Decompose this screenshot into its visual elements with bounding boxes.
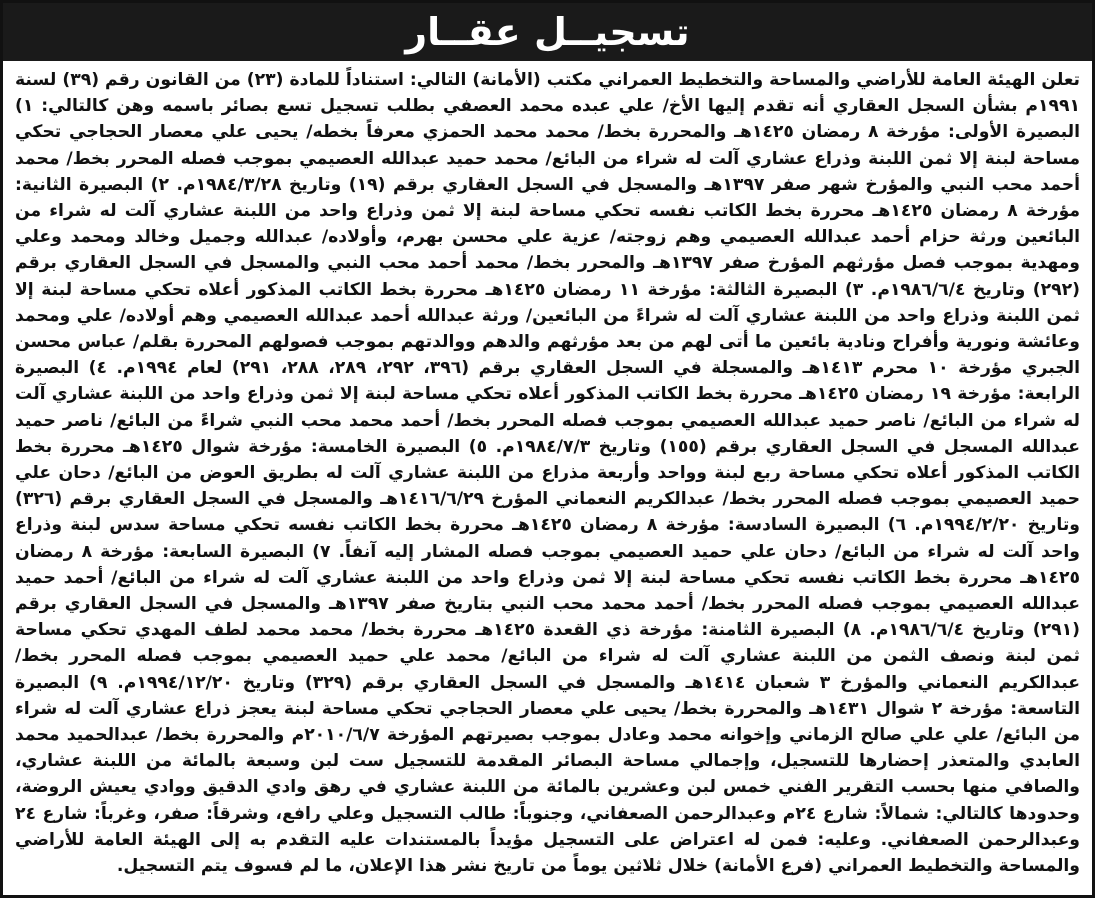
- title-bar: [3, 3, 1092, 61]
- notice-body: تعلن الهيئة العامة للأراضي والمساحة والتخطيط العمراني مكتب (الأمانة) التالي: استناداً للمادة (٢٣) من القانون رقم (٣٩) لسنة ١٩٩١م بشأن السجل العقاري أنه تقدم إليها الأخ/ علي عبده محمد العصفي بطلب تسجيل تسع بصائر باسمه وهن كالتالي: ١) البصيرة الأولى: مؤرخة ٨ رمضان ١٤٢٥هـ والمحررة بخط/ محمد محمد الحمزي معرفاً بخطه/ يحيى علي معصار الحجاجي تحكي مساحة لبنة إلا ثمن اللبنة وذراع عشاري آلت له شراء من البائع/ محمد حميد عبدالله العصيمي بموجب فصله المحرر بخط/ محمد أحمد محب النبي والمؤرخ شهر صفر ١٣٩٧هـ والمسجل في السجل العقاري برقم (١٩) وتاريخ ١٩٨٤/٣/٢٨م. ٢) البصيرة الثانية: مؤرخة ٨ رمضان ١٤٢٥هـ محررة بخط الكاتب نفسه تحكي مساحة لبنة إلا ثمن وذراع واحد من اللبنة عشاري آلت له شراء من البائعين ورثة حزام أحمد عبدالله العصيمي وهم زوجته/ عزية علي محسن بهرم، وأولاده/ عبدالله وجميل وخالد ومحمد وعلي ومهدية بموجب فصل مؤرثهم المؤرخ صفر ١٣٩٧هـ والمحرر بخط/ محمد أحمد محب النبي والمسجل في السجل العقاري برقم (٢٩٢) وتاريخ ١٩٨٦/٦/٤م. ٣) البصيرة الثالثة: مؤرخة ١١ رمضان ١٤٢٥هـ محررة بخط الكاتب المذكور أعلاه تحكي مساحة لبنة إلا ثمن اللبنة وذراع واحد من اللبنة عشاري آلت له شراءً من البائعين/ ورثة عبدالله أحمد عبدالله العصيمي وهم أولاده/ علي ومحمد وعائشة ونورية وأفراح ونادية بائعين ما أتى لهم من بعد مؤرثهم والدهم ووالدتهم بموجب فصولهم المحررة بقلم/ عباس محسن الجبري مؤرخة ١٠ محرم ١٤١٣هـ والمسجلة في السجل العقاري برقم (٣٩٦، ٢٩٢، ٢٨٩، ٢٨٨، ٢٩١) لعام ١٩٩٤م. ٤) البصيرة الرابعة: مؤرخة ١٩ رمضان ١٤٢٥هـ محررة بخط الكاتب المذكور أعلاه تحكي مساحة لبنة إلا ثمن وذراع واحد من اللبنة عشاري آلت له شراء من البائع/ ناصر حميد عبدالله العصيمي بموجب فصله المحرر بخط/ أحمد محمد محب النبي شراءً من البائع/ ناصر حميد عبدالله المسجل في السجل العقاري برقم (١٥٥) وتاريخ ١٩٨٤/٧/٣م. ٥) البصيرة الخامسة: مؤرخة شوال ١٤٢٥هـ محررة بخط الكاتب المذكور أعلاه تحكي مساحة ربع لبنة وواحد وأربعة مذراع من اللبنة عشاري آلت له بطريق العوض من البائع/ دحان علي حميد العصيمي بموجب فصله المحرر بخط/ عبدالكريم النعماني المؤرخ ١٤١٦/٦/٢٩هـ والمسجل في السجل العقاري برقم (٣٢٦) وتاريخ ١٩٩٤/٢/٢٠م. ٦) البصيرة السادسة: مؤرخة ٨ رمضان ١٤٢٥هـ محررة بخط الكاتب نفسه تحكي مساحة سدس لبنة وذراع واحد آلت له شراء من البائع/ دحان علي حميد العصيمي بموجب فصله المشار إليه آنفاً. ٧) البصيرة السابعة: مؤرخة ٨ رمضان ١٤٢٥هـ محررة بخط الكاتب نفسه تحكي مساحة لبنة إلا ثمن وذراع واحد من اللبنة عشاري آلت له شراء من البائع/ أحمد حميد عبدالله العصيمي بموجب فصله المحرر بخط/ أحمد محمد محب النبي بتاريخ صفر ١٣٩٧هـ والمسجل في السجل العقاري برقم (٢٩١) وتاريخ ١٩٨٦/٦/٤م. ٨) البصيرة الثامنة: مؤرخة ذي القعدة ١٤٢٥هـ محررة بخط/ محمد محمد لطف المهدي تحكي مساحة ثمن لبنة ونصف الثمن من اللبنة عشاري آلت له شراء من البائع/ محمد علي حميد العصيمي بموجب فصله المحرر بخط/ عبدالكريم النعماني والمؤرخ ٣ شعبان ١٤١٤هـ والمسجل في السجل العقاري برقم (٣٢٩) وتاريخ ١٩٩٤/١٢/٢٠م. ٩) البصيرة التاسعة: مؤرخة ٢ شوال ١٤٣١هـ والمحررة بخط/ يحيى علي معصار الحجاجي تحكي مساحة لبنة يعجز ذراع عشاري آلت له شراء من البائع/ علي علي صالح الزماني وإخوانه محمد وعادل بموجب بصيرتهم المؤرخة ٢٠١٠/٦/٧م والمحررة بخط/ عبدالحميد محمد العابدي والمتعذر إحضارها للتسجيل، وإجمالي مساحة البصائر المقدمة للتسجيل ست لبن وسبعة بالمائة من اللبنة عشاري، والصافي منها بحسب التقرير الفني خمس لبن وعشرين بالمائة من اللبنة عشاري في رهق وادي الدقيق ووادي يعيش الروضة، وحدودها كالتالي: شمالاً: شارع ٢٤م وعبدالرحمن الصعفاني، وجنوباً: طالب التسجيل وعلي رافع، وشرقاً: صفر، وغرباً: شارع ٢٤ وعبدالرحمن الصعفاني. وعليه: فمن له اعتراض على التسجيل مؤيداً بالمستندات عليه التقدم به إلى الهيئة العامة للأراضي والمساحة والتخطيط العمراني (فرع الأمانة) خلال ثلاثين يوماً من تاريخ نشر هذا الإعلان، ما لم فسوف يتم التسجيل.: [14, 70, 1081, 877]
- notice-title: تسجيــل عقــار: [405, 10, 690, 54]
